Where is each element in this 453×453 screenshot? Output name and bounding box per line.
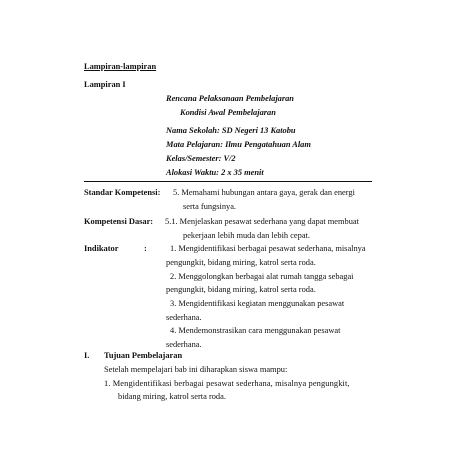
standar-kompetensi-label: Standar Kompetensi: [84,188,161,197]
nama-sekolah: Nama Sekolah: SD Negeri 13 Katobu [166,126,296,135]
indikator-line-4: pengungkit, bidang miring, katrol serta roda. [166,285,316,294]
standar-kompetensi-line1: 5. Memahami hubungan antara gaya, gerak dan energi [173,188,355,197]
indikator-line-1: 1. Mengidentifikasi berbagai pesawat sederhana, misalnya [170,244,366,253]
standar-kompetensi-line2: serta fungsinya. [183,202,237,211]
tujuan-intro: Setelah mempelajari bab ini diharapkan siswa mampu: [104,365,288,374]
kompetensi-dasar-line2: pekerjaan lebih muda dan lebih cepat. [183,231,310,240]
kelas-semester: Kelas/Semester: V/2 [166,154,236,163]
indikator-line-3: 2. Menggolongkan berbagai alat rumah tangga sebagai [170,272,354,281]
indikator-line-6: sederhana. [166,313,202,322]
lampiran-1-heading: Lampiran I [84,80,126,89]
lampiran-lampiran-heading: Lampiran-lampiran [84,62,157,71]
indikator-line-7: 4. Mendemonstrasikan cara menggunakan pesawat [170,326,341,335]
indikator-line-2: pengungkit, bidang miring, katrol serta roda. [166,258,316,267]
indikator-colon: : [144,244,147,253]
kompetensi-dasar-line1: 5.1. Menjelaskan pesawat sederhana yang dapat membuat [165,217,359,226]
alokasi-waktu: Alokasi Waktu: 2 x 35 menit [166,168,264,177]
rpp-title: Rencana Pelaksanaan Pembelajaran [166,94,294,103]
indikator-line-8: sederhana. [166,340,202,349]
rpp-subtitle: Kondisi Awal Pembelajaran [180,108,276,117]
indikator-line-5: 3. Mengidentifikasi kegiatan menggunakan pesawat [170,299,345,308]
indikator-label: Indikator [84,244,119,253]
tujuan-heading: Tujuan Pembelajaran [104,351,183,360]
tujuan-item-1-line2: bidang miring, katrol serta roda. [118,392,226,401]
tujuan-item-1-line1: 1. Mengidentifikasi berbagai pesawat sederhana, misalnya pengungkit, [104,379,350,388]
horizontal-rule [84,181,372,182]
kompetensi-dasar-label: Kompetensi Dasar: [84,217,154,226]
tujuan-number: I. [84,351,90,360]
mata-pelajaran: Mata Pelajaran: Ilmu Pengatahuan Alam [166,140,311,149]
